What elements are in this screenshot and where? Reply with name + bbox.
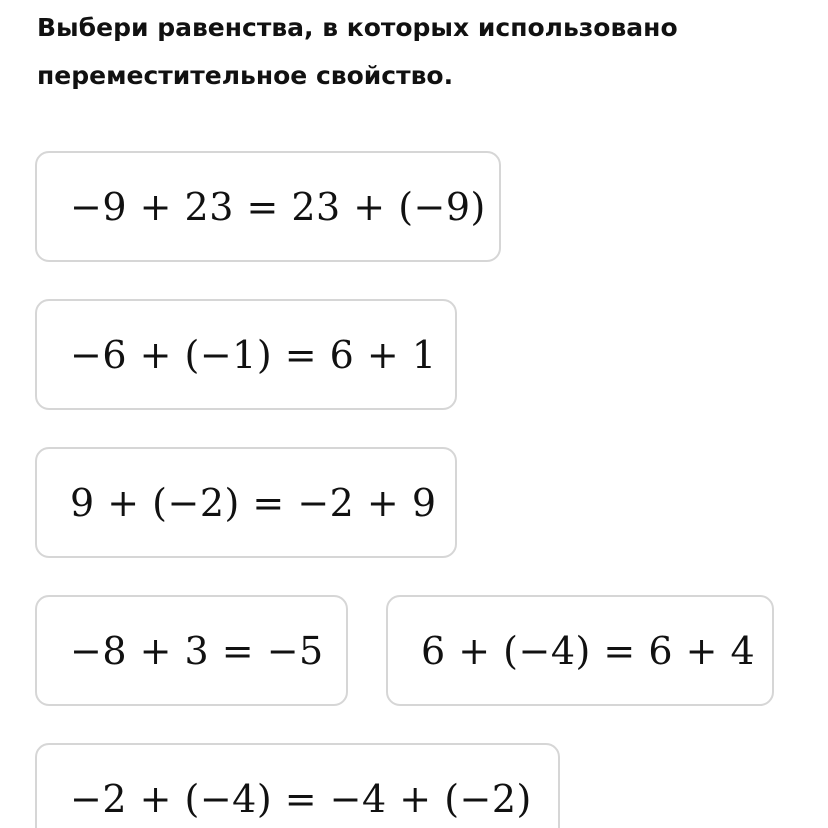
question-text: [37, 4, 797, 100]
answer-option-1[interactable]: [35, 151, 501, 262]
option-expression: 9 + (−2) = −2 + 9: [70, 480, 437, 525]
answer-option-5[interactable]: [386, 595, 774, 706]
question-line-2: переместительное свойство.: [37, 61, 454, 90]
answer-option-4[interactable]: [35, 595, 348, 706]
answer-option-3[interactable]: [35, 447, 457, 558]
option-expression: −6 + (−1) = 6 + 1: [70, 332, 437, 377]
answer-option-2[interactable]: [35, 299, 457, 410]
question-line-1: Выбери равенства, в которых использовано: [37, 13, 678, 42]
answer-option-6[interactable]: [35, 743, 560, 828]
option-expression: −9 + 23 = 23 + (−9): [70, 184, 486, 229]
option-expression: 6 + (−4) = 6 + 4: [421, 628, 756, 673]
option-expression: −8 + 3 = −5: [70, 628, 324, 673]
option-expression: −2 + (−4) = −4 + (−2): [70, 776, 532, 821]
